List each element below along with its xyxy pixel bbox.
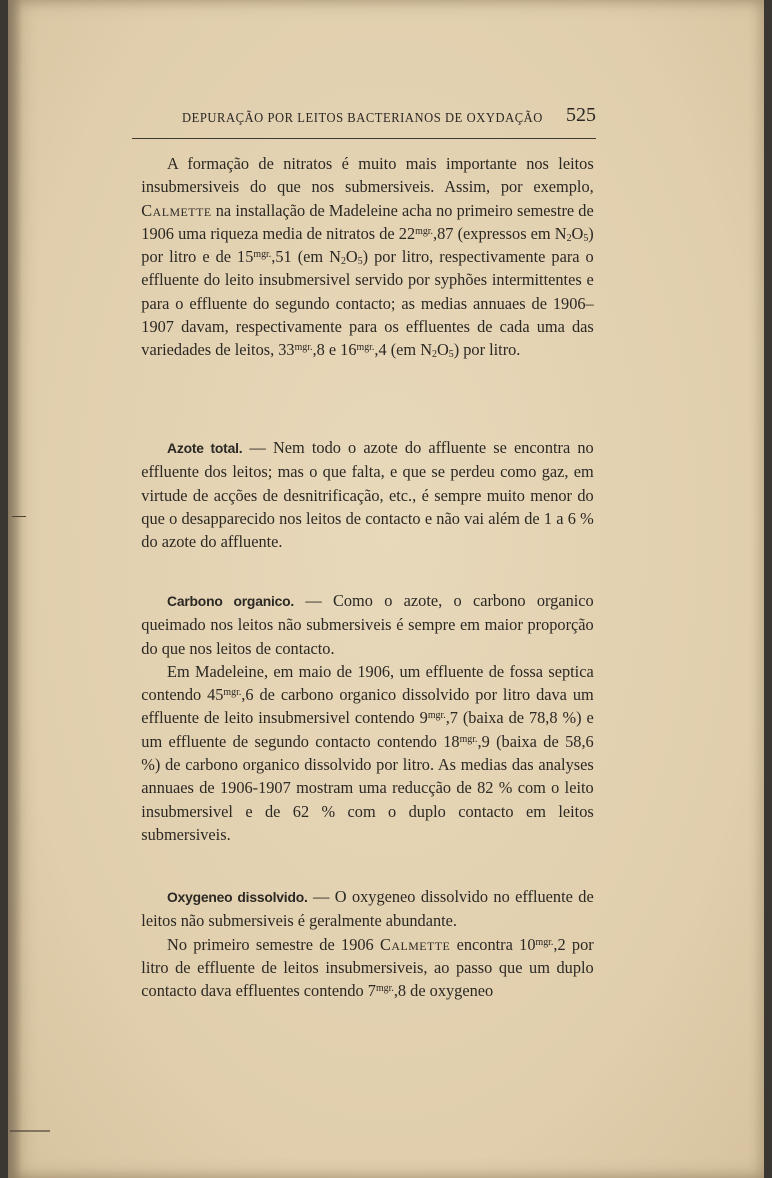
paragraph [141, 885, 593, 933]
binding-mark [10, 1130, 50, 1132]
section-heading: Oxygeneo dissolvido. [167, 889, 308, 905]
section-heading: Azote total. [167, 440, 243, 456]
section-nitratos [139, 152, 596, 362]
section-heading: Carbono organico. [167, 593, 295, 609]
section-oxygeneo-dissolvido [139, 885, 596, 1002]
section-carbono-organico [139, 589, 596, 846]
page-number: 525 [566, 104, 596, 126]
paragraph: A formação de nitratos é muito mais importante nos leitos insubmersiveis do que nos submersiveis. Assim, por exemplo, Calmette na installação de Madeleine acha no primeiro semestre de 1906 uma riqueza media de nitratos de $22^{mgr.},87$ (expressos em $N_2O_5$) por litro e de $15^{mgr.},51$ (em $N_2O_5$) por litro, respectivamente para o effluente do leito insubmersivel servido por syphões intermittentes e para o effluente do segundo contacto; as medias annuaes de 1906–1907 davam, respectivamente para os effluentes de cada uma das variedades de leitos, $33^{mgr.},8$ e $16^{mgr.},4$ (em $N_2O_5$) por litro. [141, 154, 594, 361]
paragraph-text: — Como o azote, o carbono organico queimado nos leitos não submersiveis é sempre em maior proporção do que nos leitos de contacto. [141, 591, 594, 658]
page-spine-shadow [8, 0, 22, 1178]
paragraph [141, 436, 593, 553]
paragraph-text: — O oxygeneo dissolvido no effluente de leitos não submersiveis é geralmente abundante. [141, 887, 594, 931]
paragraph-text: — Nem todo o azote do affluente se encontra no effluente dos leitos; mas o que falta, e que se perdeu como gaz, em virtude de acções de desnitrificação, etc., é sempre muito menor do que o desapparecido nos leitos de contacto e não vai além de 1 a 6 % do azote do affluente. [141, 438, 594, 552]
paragraph: Em Madeleine, em maio de 1906, um effluente de fossa septica contendo $45^{mgr.},6$ de carbono organico dissolvido por litro dava um effluente de leito insubmersivel contendo $9^{mgr.},7$ (baixa de 78,8 %) e um effluente de segundo contacto contendo $18^{mgr.},9$ (baixa de 58,6 %) de carbono organico dissolvido por litro. As medias das analyses annuaes de 1906-1907 mostram uma reducção de 82 % com o leito insubmersivel e de 62 % com o duplo contacto em leitos submersiveis. [141, 661, 594, 844]
paragraph [141, 589, 593, 660]
paragraph: No primeiro semestre de 1906 Calmette encontra $10^{mgr.},2$ por litro de effluente de leitos insubmersiveis, ao passo que um duplo contacto dava effluentes contendo $7^{mgr.},8$ de oxygeneo [141, 934, 594, 1001]
section-azote-total [139, 436, 596, 553]
running-title: DEPURAÇÃO POR LEITOS BACTERIANOS DE OXYDAÇÃO [182, 110, 543, 125]
page-header [132, 104, 596, 139]
binding-mark [12, 516, 26, 517]
book-page [8, 0, 764, 1178]
